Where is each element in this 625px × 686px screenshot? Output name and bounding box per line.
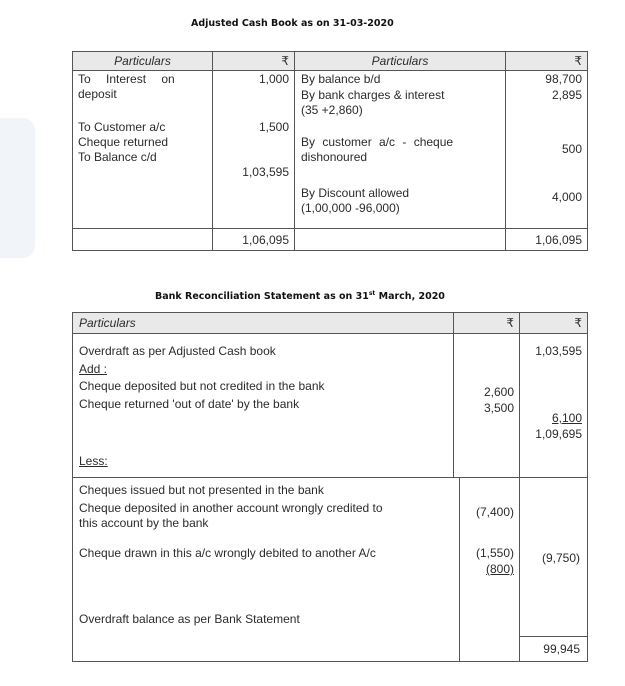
less-item-amount-2: (800) [485,562,514,576]
less-item-label [79,501,383,531]
background-panel [0,118,35,258]
debit-amount: 1,03,595 [242,165,289,179]
overdraft-adjusted-label: Overdraft as per Adjusted Cash book [79,344,276,358]
brs-upper-table [72,312,588,477]
cash-book-table [72,51,588,251]
credit-amount: 4,000 [551,190,582,204]
debit-line: To Customer a/c [78,120,166,134]
header-divider [73,70,587,71]
add-item-amount: 3,500 [483,401,514,415]
brs-header-particulars: Particulars [79,316,136,330]
header-particulars-left: Particulars [114,54,171,68]
debit-particular [78,72,208,102]
credit-amount: 2,895 [551,88,582,102]
less-item-line: this account by the bank [79,516,209,530]
brs-title-sup: st [368,290,376,297]
debit-particular [78,120,208,150]
less-item-line: Cheque deposited in another account wrongly credited to [79,501,383,515]
less-label: Less: [79,454,108,468]
less-item-amount: (7,400) [475,505,514,519]
add-label: Add : [79,362,108,376]
header-rupee-left: ₹ [281,54,289,68]
credit-amount: 98,700 [545,72,582,86]
credit-line: By bank charges & interest [301,88,445,102]
credit-line: dishonoured [301,150,368,164]
credit-particular [301,186,409,216]
less-item-amount: (1,550) [475,546,514,560]
credit-line: By Discount allowed [301,186,410,200]
total-divider [73,228,587,229]
add-item-amount: 2,600 [483,385,514,399]
total-left: 1,06,095 [242,233,289,247]
brs-lower-table [72,477,588,662]
credit-line: (1,00,000 -96,000) [301,201,400,215]
column-divider [519,478,520,661]
credit-particular [301,135,453,165]
brs-header-rupee-1: ₹ [506,316,514,330]
final-label: Overdraft balance as per Bank Statement [79,612,300,626]
overdraft-adjusted-amount: 1,03,595 [535,344,582,358]
total-right: 1,06,095 [535,233,582,247]
subtotal: 1,09,695 [535,427,582,441]
debit-amount: 1,500 [258,120,289,134]
debit-amount: 1,000 [258,72,289,86]
credit-line: (35 +2,860) [301,103,363,117]
header-rupee-right: ₹ [574,54,582,68]
header-particulars-right: Particulars [371,54,429,68]
header-divider [73,333,587,334]
cash-book-title: Adjusted Cash Book as on 31-03-2020 [191,18,394,29]
debit-particular: To Balance c/d [78,150,157,164]
brs-title-end: March, 2020 [375,291,445,303]
column-divider [519,313,520,477]
final-amount: 99,945 [543,642,580,656]
less-total: (9,750) [541,551,580,565]
less-item-label: Cheque drawn in this a/c wrongly debited to another A/c [79,546,376,560]
debit-line: To Interest on [78,72,175,86]
final-divider [519,636,587,637]
credit-amount: 500 [561,142,582,156]
add-total: 6,100 [551,411,582,425]
add-item-label: Cheque deposited but not credited in the bank [79,379,325,393]
debit-line: Cheque returned [78,135,169,149]
brs-header-rupee-2: ₹ [574,316,582,330]
credit-particular [301,88,444,118]
brs-title-main: Bank Reconciliation Statement as on 31 [155,291,369,303]
credit-line: By customer a/c - cheque [301,135,454,149]
less-item-label: Cheques issued but not presented in the bank [79,483,324,497]
credit-particular: By balance b/d [301,72,381,86]
debit-line: deposit [78,87,117,101]
add-item-label: Cheque returned 'out of date' by the bank [79,397,300,411]
brs-title [155,290,445,302]
column-divider [294,52,295,250]
